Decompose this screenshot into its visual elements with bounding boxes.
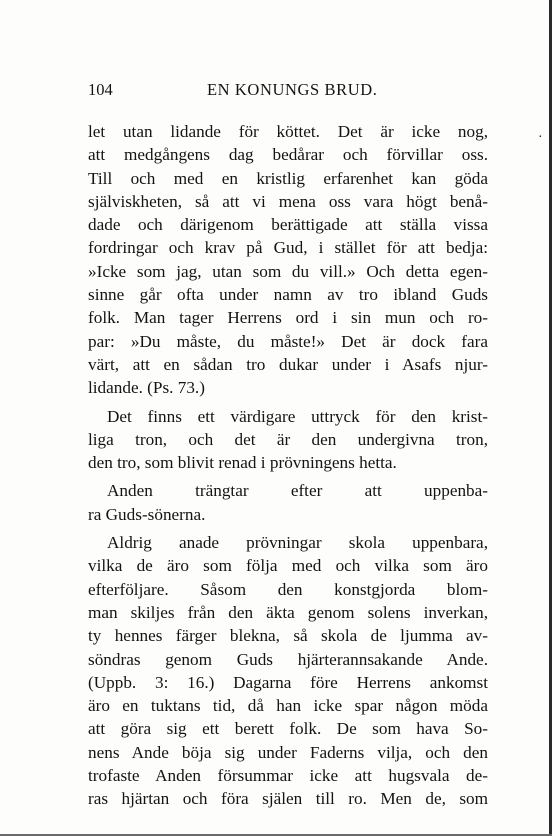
text-line: folk. Man tager Herrens ord i sin mun och ro- xyxy=(88,308,488,328)
page-number: 104 xyxy=(88,80,113,99)
page-header xyxy=(88,80,488,100)
text-line: Aldrig anade prövningar skola uppenbara, xyxy=(107,533,488,553)
text-line: (Uppb. 3: 16.) Dagarna före Herrens ankomst xyxy=(88,672,488,692)
text-line: »Icke som jag, utan som du vill.» Och detta egen- xyxy=(88,261,488,281)
text-line: nens Ande böja sig under Faderns vilja, och den xyxy=(88,742,488,762)
text-line: fordringar och krav på Gud, i stället för att bedja: xyxy=(88,238,488,258)
margin-mark: · xyxy=(538,130,543,145)
text-line: att medgångens dag bedårar och förvillar oss. xyxy=(88,145,488,165)
text-line: ras hjärtan och föra själen till ro. Men de, som xyxy=(88,789,488,809)
running-title: EN KONUNGS BRUD. xyxy=(207,80,378,99)
text-line: själviskheten, så att vi mena oss vara högt benå- xyxy=(88,191,488,211)
text-line: Anden trängtar efter att uppenba- xyxy=(107,481,488,501)
text-line: par: »Du måste, du måste!» Det är dock fara xyxy=(88,331,488,351)
text-line: trofaste Anden försummar icke att hugsvala de- xyxy=(88,766,488,786)
text-line: ra Guds-sönerna. xyxy=(88,504,206,524)
text-line: Det finns ett värdigare uttryck för den krist- xyxy=(107,406,488,426)
text-line: äro en tuktans tid, då han icke spar någon möda xyxy=(88,696,488,716)
text-line: att göra sig ett berett folk. De som hava So- xyxy=(88,719,488,739)
text-line: man skiljes från den äkta genom solens inverkan, xyxy=(88,602,488,622)
body-text xyxy=(88,120,488,811)
text-line: söndras genom Guds hjärterannsakande Ande. xyxy=(88,649,488,669)
text-line: liga tron, och det är den undergivna tron, xyxy=(88,429,488,449)
text-line: ty hennes färger blekna, så skola de ljumma av- xyxy=(88,626,488,646)
text-line: sinne går ofta under namn av tro ibland Guds xyxy=(88,285,488,305)
text-line: värt, att en sådan tro dukar under i Asafs njur- xyxy=(88,354,488,374)
text-line: lidande. (Ps. 73.) xyxy=(88,378,205,398)
text-line: dade och därigenom berättigade att ställa vissa xyxy=(88,215,488,235)
text-line: vilka de äro som följa med och vilka som äro xyxy=(88,556,488,576)
text-line: let utan lidande för köttet. Det är icke nog, xyxy=(88,122,488,141)
text-line: Till och med en kristlig erfarenhet kan göda xyxy=(88,168,488,188)
text-line: efterföljare. Såsom den konstgjorda blom- xyxy=(88,579,488,599)
text-line: den tro, som blivit renad i prövningens hetta. xyxy=(88,453,397,473)
